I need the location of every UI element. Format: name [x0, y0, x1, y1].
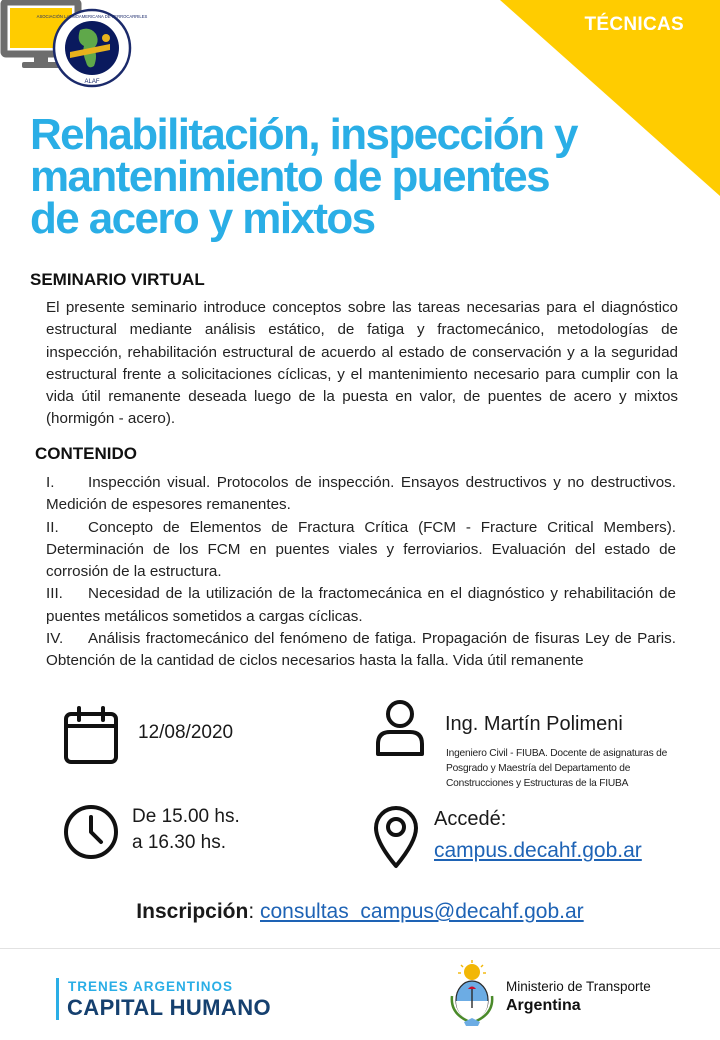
content-item — [46, 583, 676, 628]
registration-line — [0, 900, 720, 924]
content-item — [46, 517, 676, 584]
content-item-number: I. — [46, 474, 55, 491]
ministry-country: Argentina — [506, 997, 581, 1014]
campus-link[interactable]: campus.decahf.gob.ar — [434, 839, 642, 862]
national-shield-icon — [448, 960, 496, 1028]
content-item — [46, 472, 676, 517]
seminar-heading: SEMINARIO VIRTUAL — [30, 270, 205, 289]
location-pin-icon — [372, 804, 420, 870]
registration-separator: : — [248, 900, 260, 923]
brand-accent-bar — [56, 978, 59, 1020]
content-item-text: Análisis fractomecánico del fenómeno de fatiga. Propagación de fisuras Ley de Paris. Obtención de la cantidad de ciclos necesarios hasta la falla. Vida útil remanente — [46, 630, 676, 670]
alaf-logo-ring-text: ASOCIACIÓN LATINOAMERICANA DE FERROCARRILES — [36, 14, 148, 19]
content-item-text: Necesidad de la utilización de la fractomecánica en el diagnóstico y rehabilitación de puentes metálicos sometidos a cargas cíclicas. — [46, 585, 676, 625]
content-heading: CONTENIDO — [35, 444, 137, 463]
brand-name-bottom: CAPITAL HUMANO — [67, 995, 271, 1020]
registration-label: Inscripción — [136, 900, 249, 923]
content-item-number: II. — [46, 518, 59, 536]
content-item-number: III. — [46, 585, 63, 603]
speaker-bio: Ingeniero Civil - FIUBA. Docente de asignaturas de Posgrado y Maestría del Departamento de Construcciones y Estructuras de la FIUBA — [446, 748, 668, 789]
speaker-name: Ing. Martín Polimeni — [445, 713, 623, 735]
content-item — [46, 628, 676, 673]
access-label: Accedé: — [434, 808, 507, 830]
title-line-2: mantenimiento de puentes — [30, 152, 550, 201]
clock-icon — [62, 803, 120, 861]
page-title — [30, 110, 650, 243]
brand-name-top: TRENES ARGENTINOS — [68, 979, 234, 994]
person-icon — [374, 698, 426, 758]
title-line-1: Rehabilitación, inspección y — [30, 110, 577, 159]
time-end: a 16.30 hs. — [132, 832, 227, 853]
alaf-logo-text: ALAF — [84, 79, 100, 85]
registration-email-link[interactable]: consultas_campus@decahf.gob.ar — [260, 900, 584, 923]
calendar-icon — [62, 706, 120, 766]
content-list — [46, 472, 676, 673]
content-item-text: Inspección visual. Protocolos de inspección. Ensayos destructivos y no destructivos. Medición de espesores remanentes. — [46, 474, 676, 514]
title-line-3: de acero y mixtos — [30, 194, 375, 243]
content-item-number: IV. — [46, 630, 64, 648]
alaf-logo — [36, 8, 148, 88]
time-start: De 15.00 hs. — [132, 806, 240, 827]
seminar-description: El presente seminario introduce conceptos sobre las tareas necesarias para el diagnóstico estructural mediante análisis estático, de fatiga y fractomecánico, metodologías de inspección, rehabilitación estructural de acuerdo al estado de conservación y a la seguridad estructural frente a solicitaciones cíclicas, y el mantenimiento necesario para cumplir con la vida útil remanente deseada luego de la puesta en valor, de puentes de acero y mixtos (hormigón - acero). — [46, 299, 678, 428]
content-item-text: Concepto de Elementos de Fractura Crítica (FCM - Fracture Critical Members). Determinación de los FCM en puentes viales y ferroviarios. Evaluación del estado de corrosión de la estructura. — [46, 518, 676, 581]
category-label: TÉCNICAS — [584, 14, 684, 35]
ministry-name: Ministerio de Transporte — [506, 979, 651, 994]
footer-divider — [0, 948, 720, 949]
event-date: 12/08/2020 — [138, 722, 234, 743]
